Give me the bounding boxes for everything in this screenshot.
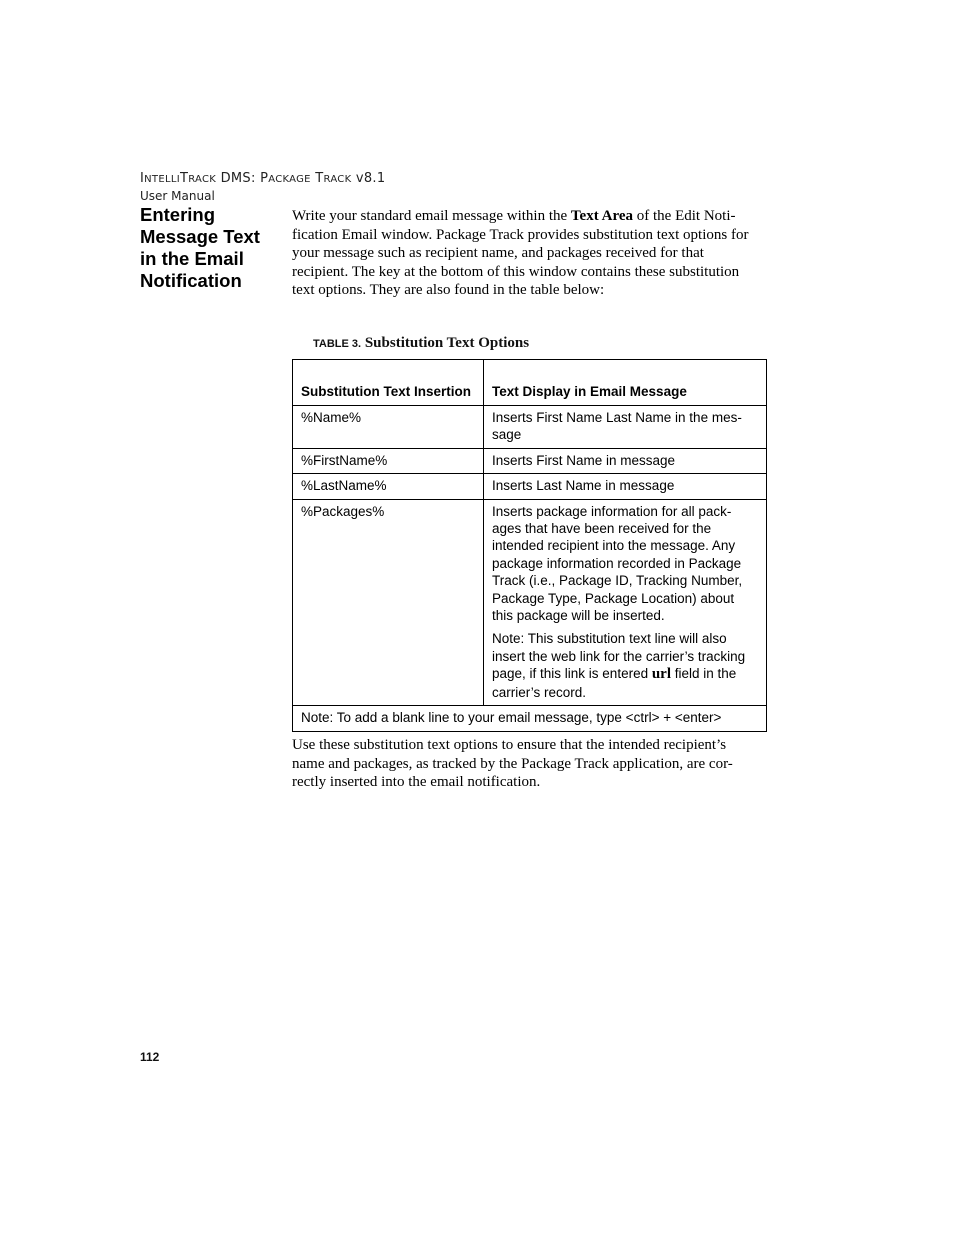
running-header [140,170,385,204]
column-header: Substitution Text Insertion [293,360,484,406]
table-cell: Inserts First Name in message [484,448,767,473]
header-text: P [260,171,269,186]
table-cell: Inserts Last Name in message [484,474,767,499]
note-text: Note: This substitution text line will also insert the web link for the carrier’s tracking page, if this link is entered [492,631,746,682]
table-row [293,448,767,473]
header-product-title [140,170,385,188]
header-text: T [179,171,189,186]
intro-text: of the Edit Noti-fication Email window. Package Track provides substitution text options for your message such as recipient name, and packages received for that recipient. The key at the bottom of this window contains these substitution text options. They are also found in the table below: [292,208,749,299]
table-cell: %FirstName% [293,448,484,473]
header-text: ACKAGE [268,174,311,185]
note-text: field in the carrier’s record. [492,666,737,700]
table-cell: %Name% [293,406,484,449]
page-number: 112 [140,1050,160,1064]
table-row [293,406,767,449]
table-cell: %Packages% [293,499,484,705]
table-header-row [293,360,767,406]
table-cell: Inserts First Name Last Name in the mes-sage [484,406,767,449]
table-caption-text: Substitution Text Options [361,335,530,351]
note-bold-text: url [651,666,672,683]
table-cell [484,499,767,705]
header-text: I [140,171,145,186]
column-header: Text Display in Email Message [484,360,767,406]
table-label: TABLE 3. [313,338,362,350]
table-caption [313,335,529,352]
header-text: RACK [323,174,352,185]
table-row [293,474,767,499]
table-row [293,499,767,705]
section-title: Entering Message Text in the Email Notification [140,204,260,291]
intro-text: Write your standard email message within the [292,208,571,224]
outro-paragraph: Use these substitution text options to ensure that the intended recipient’s name and packages, as tracked by the Package Track application, are cor-rectly inserted into the email notification. [292,737,733,791]
header-subtitle: User Manual [140,189,215,203]
header-version: v8.1 [351,171,386,186]
table-footer-row [293,706,767,731]
cell-paragraph: Inserts package information for all pack-ages that have been received for the intended recipient into the message. Any package information recorded in Package Track (i.e., Package ID, Tracking Number, Package Type, Package Location) about this package will be inserted. [492,503,743,624]
table-footer-note: Note: To add a blank line to your email message, type <ctrl> + <enter> [293,706,767,731]
intro-paragraph [292,207,760,300]
table-cell: %LastName% [293,474,484,499]
cell-note [492,630,758,701]
header-text: DMS: [216,171,261,186]
header-text: NTELLI [144,174,180,185]
intro-bold-text: Text Area [570,208,633,224]
substitution-table [292,359,767,732]
header-text: RACK [188,174,217,185]
header-text: T [315,171,324,186]
